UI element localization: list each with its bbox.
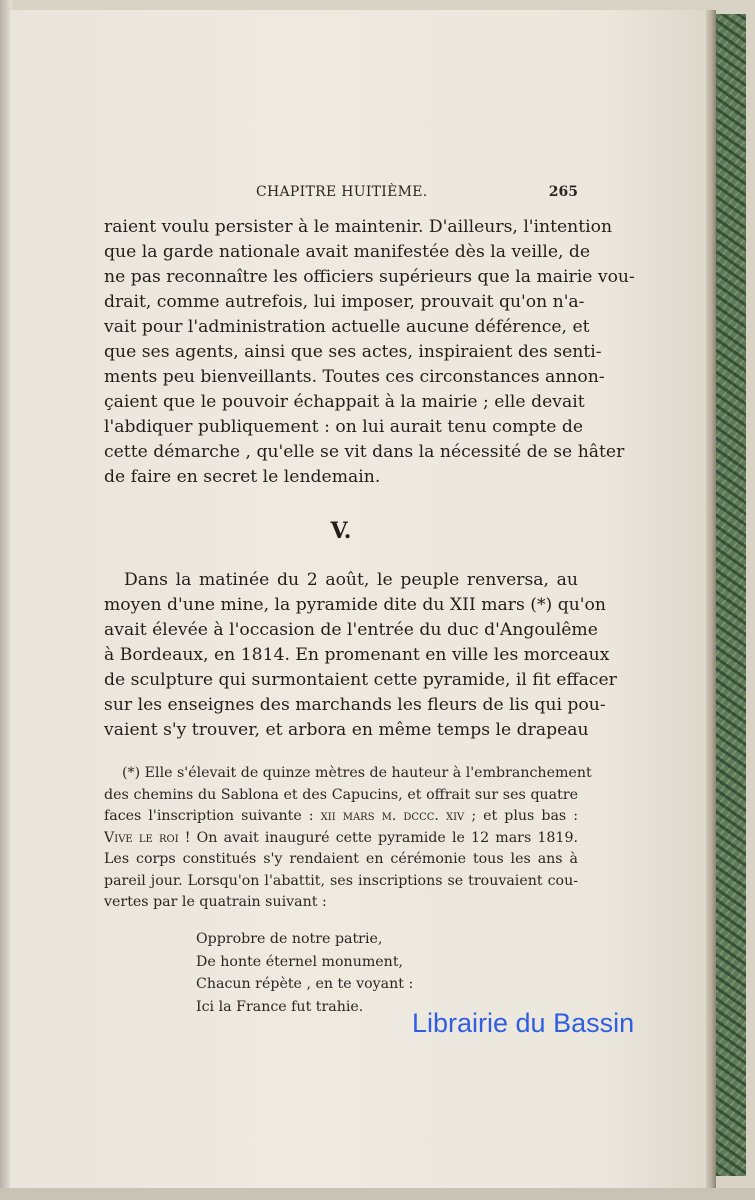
footnote-line: vertes par le quatrain suivant : <box>104 894 327 910</box>
cry-text: Vive le roi <box>104 829 179 846</box>
inscription-text: xii mars m. dccc. xiv <box>320 808 465 824</box>
footnote-line: Les corps constitués s'y rendaient en cérémonie tous les ans à <box>104 851 578 867</box>
page-number: 265 <box>548 184 578 200</box>
text-line: raient voulu persister à le maintenir. D'ailleurs, l'intention <box>104 217 613 237</box>
text-line: que ses agents, ainsi que ses actes, inspiraient des senti- <box>104 342 602 362</box>
bottom-edge <box>0 1188 755 1200</box>
footnote-text: faces l'inscription suivante : <box>104 808 314 824</box>
footnote-text: ! On avait inauguré cette pyramide le 12 mars 1819. <box>184 829 578 846</box>
text-line: l'abdiquer publiquement : on lui aurait tenu compte de <box>104 417 584 437</box>
text-line: avait élevée à l'occasion de l'entrée du duc d'Angoulême <box>104 620 598 640</box>
seller-watermark: Librairie du Bassin <box>412 1008 635 1038</box>
text-line: que la garde nationale avait manifestée dès la veille, de <box>104 242 591 262</box>
verse-line: Chacun répète , en te voyant : <box>196 976 414 992</box>
verse-line: Ici la France fut trahie. <box>196 998 364 1015</box>
section-heading: V. <box>330 518 352 544</box>
text-line: à Bordeaux, en 1814. En promenant en ville les morceaux <box>104 645 610 665</box>
text-line: drait, comme autrefois, lui imposer, prouvait qu'on n'a- <box>104 292 585 312</box>
text-line: Dans la matinée du 2 août, le peuple renversa, au <box>124 570 578 590</box>
text-line: vait pour l'administration actuelle aucune déférence, et <box>104 317 590 337</box>
marbled-cover-edge <box>716 14 746 1176</box>
text-line: sur les enseignes des marchands les fleurs de lis qui pou- <box>104 695 606 715</box>
footnote-line: (*) Elle s'élevait de quinze mètres de hauteur à l'embranchement <box>122 765 592 781</box>
footnote-text: ; et plus bas : <box>471 808 579 824</box>
footnote-line <box>104 828 578 850</box>
text-line: çaient que le pouvoir échappait à la mairie ; elle devait <box>104 392 585 412</box>
text-line: ments peu bienveillants. Toutes ces circonstances annon- <box>104 367 605 387</box>
verse-line: Opprobre de notre patrie, <box>196 931 383 947</box>
text-line: de faire en secret le lendemain. <box>104 467 381 487</box>
text-line: moyen d'une mine, la pyramide dite du XII mars (*) qu'on <box>104 595 606 615</box>
page-stack-edge <box>706 10 716 1190</box>
footnote-line <box>104 806 578 828</box>
text-line: ne pas reconnaître les officiers supérieurs que la mairie vou- <box>104 267 635 287</box>
running-header <box>104 184 578 206</box>
text-line: de sculpture qui surmontaient cette pyramide, il fit effacer <box>104 670 617 690</box>
paragraph-2 <box>104 568 617 743</box>
text-line: vaient s'y trouver, et arbora en même temps le drapeau <box>104 720 589 740</box>
verse-line: De honte éternel monument, <box>196 953 404 970</box>
quatrain <box>196 928 413 1018</box>
paragraph-1 <box>104 215 635 490</box>
chapter-title: CHAPITRE HUITIÈME. <box>256 184 428 200</box>
text-line: cette démarche , qu'elle se vit dans la nécessité de se hâter <box>104 442 625 462</box>
footnote <box>104 763 592 914</box>
footnote-line: pareil jour. Lorsqu'on l'abattit, ses inscriptions se trouvaient cou- <box>104 872 578 889</box>
footnote-line: des chemins du Sablona et des Capucins, et offrait sur ses quatre <box>104 786 578 803</box>
